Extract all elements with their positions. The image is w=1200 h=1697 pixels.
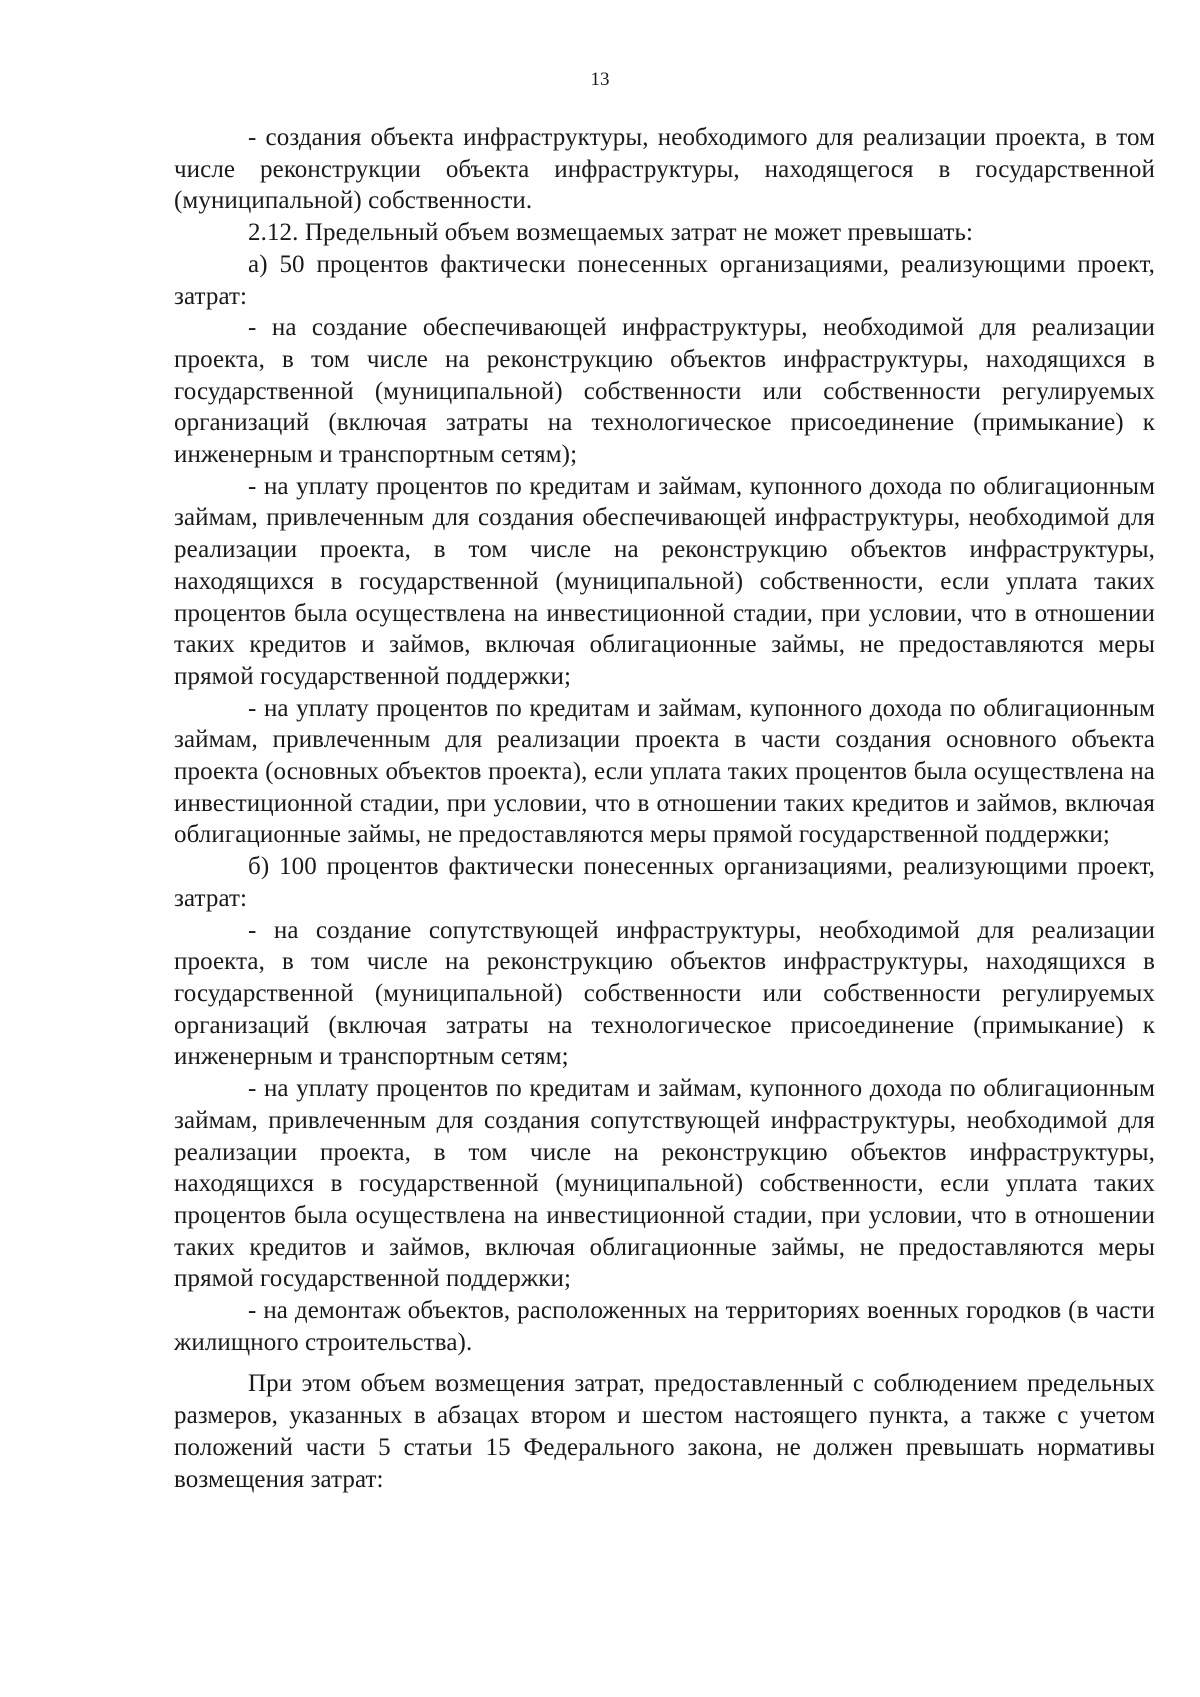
document-body xyxy=(174,122,1155,1495)
paragraph-interest-accompanying-infrastructure: - на уплату процентов по кредитам и займам, купонного дохода по облигационным займам, привлеченным для создания сопутствующей инфраструктуры, необходимой для реализации проекта, в том числе на реконструкцию объектов инфраструктуры, находящихся в государственной (муниципальной) собственности, если уплата таких процентов была осуществлена на инвестиционной стадии, при условии, что в отношении таких кредитов и займов, включая облигационные займы, не предоставляются меры прямой государственной поддержки; xyxy=(174,1075,1155,1293)
paragraph-supporting-infrastructure: - на создание обеспечивающей инфраструктуры, необходимой для реализации проекта, в том числе на реконструкцию объектов инфраструктуры, находящихся в государственной (муниципальной) собственности или собственности регулируемых организаций (включая затраты на технологическое присоединение (примыкание) к инженерным и транспортным сетям); xyxy=(174,314,1155,469)
paragraph-clause-2-12: 2.12. Предельный объем возмещаемых затрат не может превышать: xyxy=(248,219,974,247)
paragraph-reimbursement-limit: При этом объем возмещения затрат, предоставленный с соблюдением предельных размеров, указанных в абзацах втором и шестом настоящего пункта, а также с учетом положений части 5 статьи 15 Федерального закона, не должен превышать нормативы возмещения затрат: xyxy=(174,1370,1155,1493)
paragraph-item-a: а) 50 процентов фактически понесенных организациями, реализующими проект, затрат: xyxy=(174,250,1155,310)
paragraph-accompanying-infrastructure: - на создание сопутствующей инфраструктуры, необходимой для реализации проекта, в том числе на реконструкцию объектов инфраструктуры, находящихся в государственной (муниципальной) собственности или собственности регулируемых организаций (включая затраты на технологическое присоединение (примыкание) к инженерным и транспортным сетям; xyxy=(174,916,1155,1071)
page-number: 13 xyxy=(590,69,610,90)
paragraph-interest-main-object: - на уплату процентов по кредитам и займам, купонного дохода по облигационным займам, привлеченным для реализации проекта в части создания основного объекта проекта (основных объектов проекта), если уплата таких процентов была осуществлена на инвестиционной стадии, при условии, что в отношении таких кредитов и займов, включая облигационные займы, не предоставляются меры прямой государственной поддержки; xyxy=(174,694,1155,849)
paragraph-demolition: - на демонтаж объектов, расположенных на территориях военных городков (в части жилищного строительства). xyxy=(174,1297,1155,1356)
paragraph-item-b: б) 100 процентов фактически понесенных организациями, реализующими проект, затрат: xyxy=(174,853,1155,912)
paragraph-infrastructure-creation: - создания объекта инфраструктуры, необходимого для реализации проекта, в том числе реконструкции объекта инфраструктуры, находящегося в государственной (муниципальной) собственности. xyxy=(174,124,1155,215)
paragraph-interest-supporting-infrastructure: - на уплату процентов по кредитам и займам, купонного дохода по облигационным займам, привлеченным для создания обеспечивающей инфраструктуры, необходимой для реализации проекта, в том числе на реконструкцию объектов инфраструктуры, находящихся в государственной (муниципальной) собственности, если уплата таких процентов была осуществлена на инвестиционной стадии, при условии, что в отношении таких кредитов и займов, включая облигационные займы, не предоставляются меры прямой государственной поддержки; xyxy=(174,472,1155,690)
